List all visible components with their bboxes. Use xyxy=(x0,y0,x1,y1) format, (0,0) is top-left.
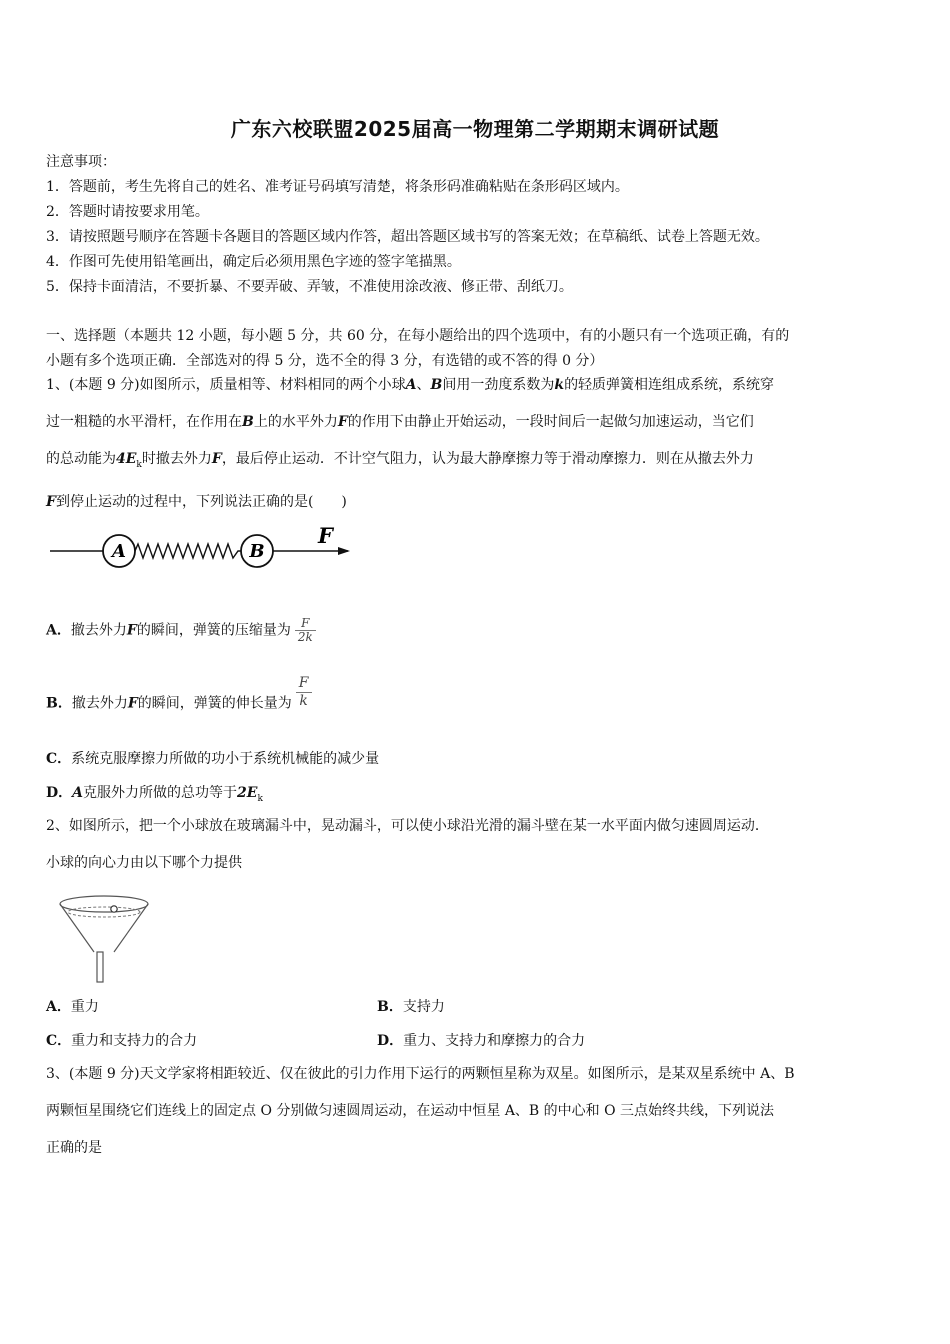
fraction xyxy=(296,675,312,710)
q1-var: F xyxy=(211,451,222,467)
section-heading-line-1: 一、选择题（本题共 12 小题，每小题 5 分，共 60 分，在每小题给出的四个选项中，有的小题只有一个选项正确，有的 xyxy=(46,328,790,344)
q2-option-d xyxy=(377,1031,585,1051)
small-ball xyxy=(111,906,117,912)
q1-option-d xyxy=(46,783,263,809)
option-label: D． xyxy=(46,785,73,801)
q1-text: 过一粗糙的水平滑杆，在作用在 xyxy=(46,414,242,430)
option-text: 重力和支持力的合力 xyxy=(71,1033,198,1049)
fraction-denominator: 2k xyxy=(295,630,316,644)
notice-item: 3．请按照题号顺序在答题卡各题目的答题区域内作答，超出答题区域书写的答案无效；在草稿纸、试卷上答题无效。 xyxy=(46,229,769,245)
notice-item: 1．答题前，考生先将自己的姓名、准考证号码填写清楚，将条形码准确粘贴在条形码区域内。 xyxy=(46,179,629,195)
option-var: F xyxy=(126,622,137,639)
option-text: 重力、支持力和摩擦力的合力 xyxy=(403,1033,586,1049)
q2-option-a xyxy=(46,997,99,1017)
question-3-stem xyxy=(46,1056,908,1167)
q1-var: 4E xyxy=(116,451,137,467)
force-label: F xyxy=(318,523,333,548)
ball-a-label: A xyxy=(112,541,126,562)
q1-option-c xyxy=(46,749,379,769)
option-text: 克服外力所做的总功等于 xyxy=(83,785,238,801)
funnel-figure xyxy=(58,890,158,985)
spring xyxy=(135,544,241,558)
q1-text: 1、(本题 9 分)如图所示，质量相等、材料相同的两个小球 xyxy=(46,377,406,393)
question-1-stem xyxy=(46,367,908,521)
q3-text: 3、(本题 9 分)天文学家将相距较近、仅在彼此的引力作用下运行的两颗恒星称为双星。如图所示，是某双星系统中 A、B xyxy=(46,1066,795,1082)
q2-option-b xyxy=(377,997,445,1017)
q2-text: 小球的向心力由以下哪个力提供 xyxy=(46,855,242,871)
notice-heading: 注意事项： xyxy=(46,154,116,170)
option-subscript: k xyxy=(257,793,263,804)
q1-text: 时撤去外力 xyxy=(141,451,212,467)
option-text: 重力 xyxy=(70,999,99,1015)
option-text: 撤去外力 xyxy=(70,622,127,639)
option-text: 系统克服摩擦力所做的功小于系统机械能的减少量 xyxy=(71,751,380,767)
q1-text: 的轻质弹簧相连组成系统，系统穿 xyxy=(564,377,775,393)
option-text: 支持力 xyxy=(402,999,445,1015)
notice-item: 4．作图可先使用铅笔画出，确定后必须用黑色字迹的签字笔描黑。 xyxy=(46,254,461,270)
q1-text: ，最后停止运动．不计空气阻力，认为最大静摩擦力等于滑动摩擦力．则在从撤去外力 xyxy=(221,451,754,467)
option-label: A． xyxy=(46,622,71,639)
fraction-numerator: F xyxy=(301,616,310,630)
q1-text: 、 xyxy=(416,377,431,393)
q1-var: k xyxy=(554,377,565,393)
option-label: B． xyxy=(377,999,403,1015)
page-title: 广东六校联盟2025届高一物理第二学期期末调研试题 xyxy=(230,117,720,141)
fraction-numerator: F xyxy=(298,675,309,691)
option-label: D． xyxy=(377,1033,404,1049)
q2-option-c xyxy=(46,1031,197,1051)
q1-text: 的作用下由静止开始运动，一段时间后一起做匀加速运动，当它们 xyxy=(347,414,754,430)
q3-text: 正确的是 xyxy=(46,1140,102,1156)
q1-var: B xyxy=(242,414,254,430)
ball-b-label: B xyxy=(249,541,265,562)
q1-text: 的总动能为 xyxy=(46,451,116,467)
q2-text: 2、如图所示，把一个小球放在玻璃漏斗中，晃动漏斗，可以使小球沿光滑的漏斗壁在某一水平面内做匀速圆周运动． xyxy=(46,818,769,834)
funnel-stem xyxy=(97,952,103,982)
q1-var: F xyxy=(337,414,348,430)
q1-var: F xyxy=(46,493,56,510)
notice-item: 5．保持卡面清洁，不要折暴、不要弄破、弄皱，不准使用涂改液、修正带、刮纸刀。 xyxy=(46,279,573,295)
option-label: C． xyxy=(46,1033,72,1049)
option-var: F xyxy=(127,695,138,712)
spring-balls-figure xyxy=(48,522,358,572)
option-var: A xyxy=(72,785,84,801)
option-label: A． xyxy=(46,999,71,1015)
option-text: 的瞬间，弹簧的伸长量为 xyxy=(137,695,292,712)
option-text: 撤去外力 xyxy=(71,695,128,712)
q1-subscript: k xyxy=(136,459,142,470)
q1-option-a xyxy=(46,617,316,644)
force-arrowhead xyxy=(338,547,350,555)
q1-text: 间用一劲度系数为 xyxy=(442,377,555,393)
question-2-stem xyxy=(46,808,908,882)
option-text: 的瞬间，弹簧的压缩量为 xyxy=(136,622,291,639)
option-label: B． xyxy=(46,695,72,712)
option-label: C． xyxy=(46,751,72,767)
q1-var: A xyxy=(405,377,417,393)
q3-text: 两颗恒星围绕它们连线上的固定点 O 分别做匀速圆周运动，在运动中恒星 A、B 的中心和 O 三点始终共线，下列说法 xyxy=(46,1103,775,1119)
fraction-denominator: k xyxy=(296,692,312,710)
section-heading-line-2: 小题有多个选项正确．全部选对的得 5 分，选不全的得 3 分，有选错的或不答的得 0 分） xyxy=(46,353,604,369)
q1-text: 到停止运动的过程中，下列说法正确的是( ) xyxy=(55,493,347,510)
option-var: 2E xyxy=(237,785,258,801)
q1-option-b xyxy=(46,675,312,721)
fraction xyxy=(295,617,316,644)
q1-text: 上的水平外力 xyxy=(253,414,338,430)
notice-item: 2．答题时请按要求用笔。 xyxy=(46,204,209,220)
q1-var: B xyxy=(430,377,443,393)
